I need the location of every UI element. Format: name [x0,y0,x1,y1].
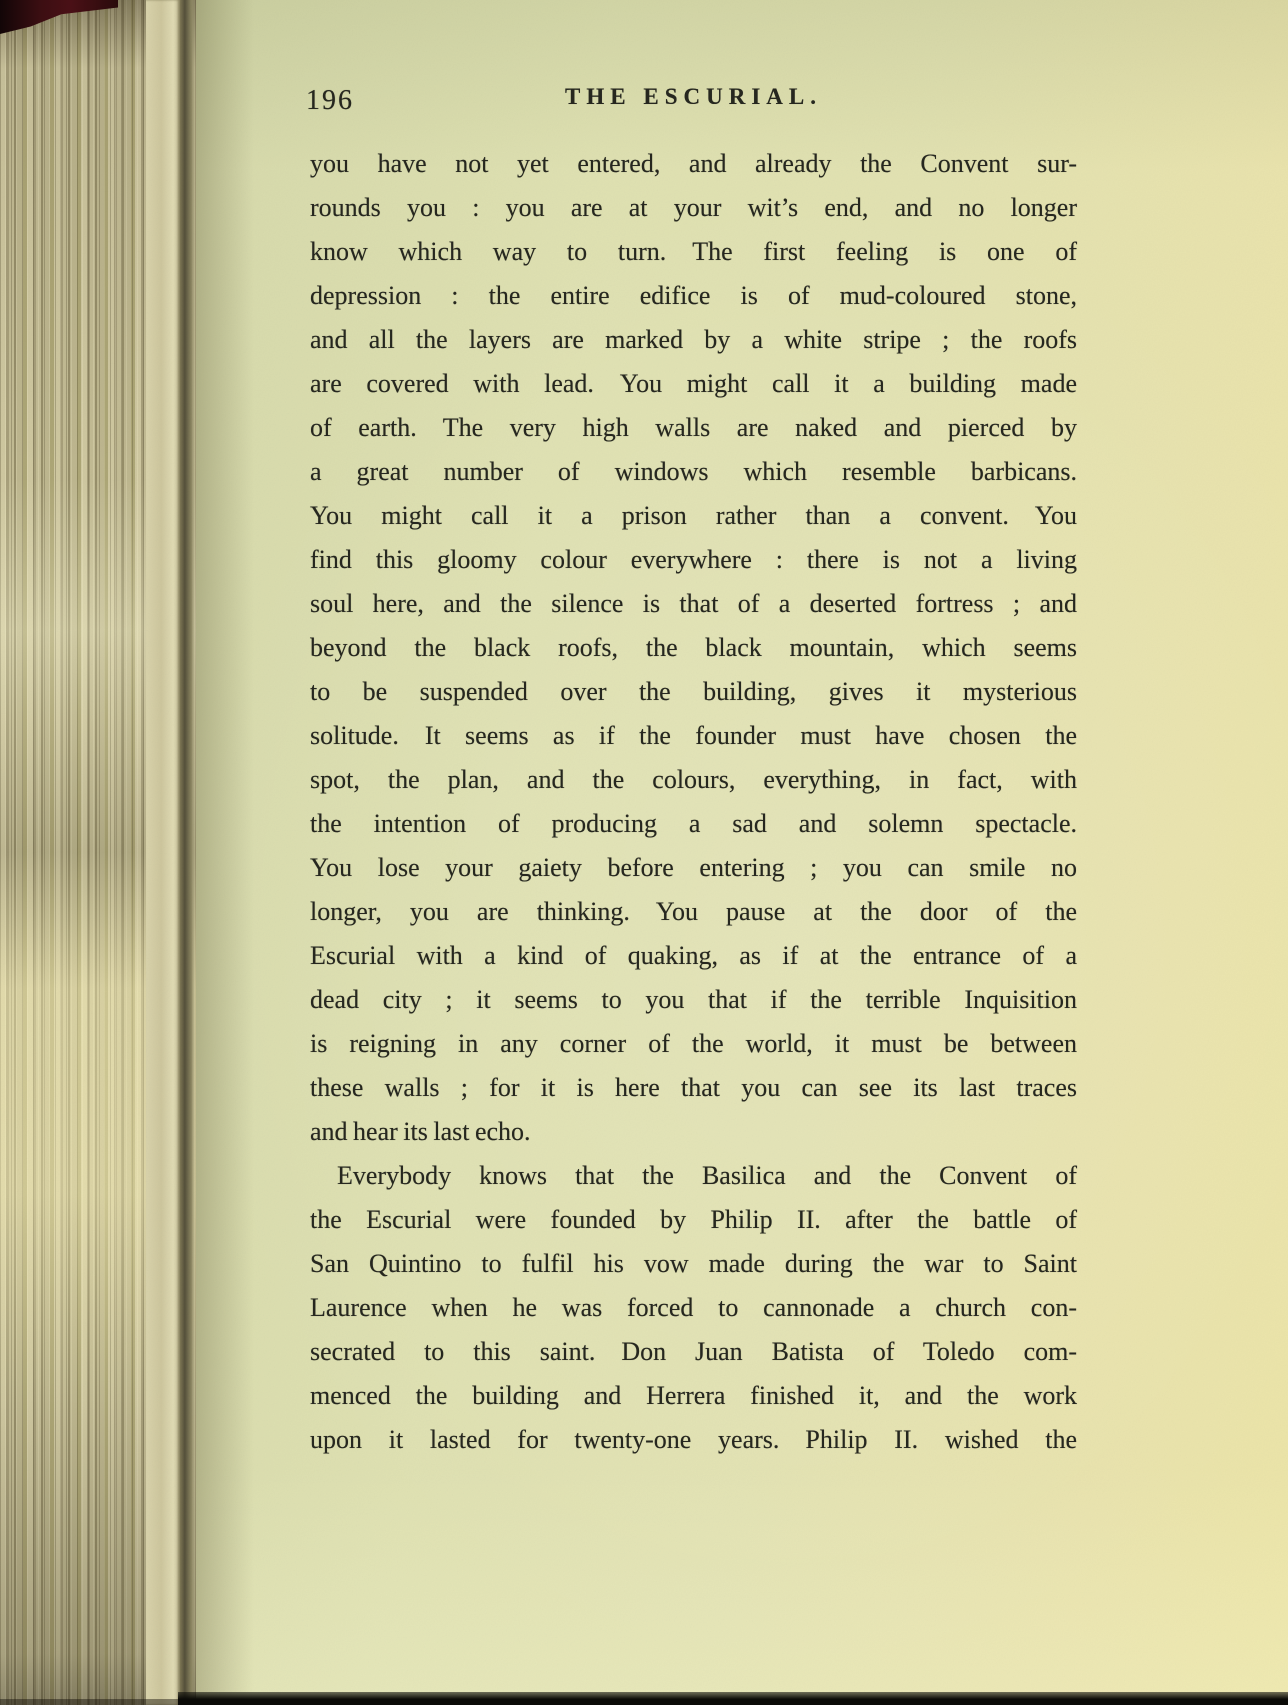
page-fold-shadow [196,0,254,1705]
running-header [306,84,1077,118]
text-line: the Escurial were founded by Philip II. after the battle of [310,1205,1077,1234]
body-text [310,142,1077,1462]
text-line: menced the building and Herrera finished it, and the work [310,1381,1077,1410]
text-line: Everybody knows that the Basilica and the Convent of [337,1161,1077,1190]
text-line: You lose your gaiety before entering ; you can smile no [310,853,1077,882]
text-line: of earth. The very high walls are naked and pierced by [310,413,1077,442]
text-line: find this gloomy colour everywhere : there is not a living [310,545,1077,574]
text-line: dead city ; it seems to you that if the terrible Inquisition [310,985,1077,1014]
top-sheet-edge [146,0,180,1705]
text-line: the intention of producing a sad and solemn spectacle. [310,809,1077,838]
text-line: are covered with lead. You might call it a building made [310,369,1077,398]
page-gutter-seam [180,0,196,1705]
text-line: spot, the plan, and the colours, everything, in fact, with [310,765,1077,794]
text-line: upon it lasted for twenty-one years. Philip II. wished the [310,1425,1077,1454]
text-line: San Quintino to fulfil his vow made during the war to Saint [310,1249,1077,1278]
text-line: you have not yet entered, and already the Convent sur- [310,149,1077,178]
text-line: soul here, and the silence is that of a deserted fortress ; and [310,589,1077,618]
text-line: a great number of windows which resemble barbicans. [310,457,1077,486]
text-line: Laurence when he was forced to cannonade a church con- [310,1293,1077,1322]
photo-bottom-edge [178,1692,1288,1705]
text-line: and hear its last echo. [310,1117,531,1146]
photo-bottom-edge-left [0,1699,178,1705]
page-number: 196 [306,85,354,116]
text-line: and all the layers are marked by a white stripe ; the roofs [310,325,1077,354]
text-line: know which way to turn. The first feeling is one of [310,237,1077,266]
book-fore-edge-texture [0,0,196,1705]
text-line: these walls ; for it is here that you can see its last traces [310,1073,1077,1102]
text-line: rounds you : you are at your wit’s end, and no longer [310,193,1077,222]
text-line: You might call it a prison rather than a convent. You [310,501,1077,530]
text-line: solitude. It seems as if the founder must have chosen the [310,721,1077,750]
running-header-title: THE ESCURIAL. [565,84,822,109]
text-line: Escurial with a kind of quaking, as if at the entrance of a [310,941,1077,970]
text-line: to be suspended over the building, gives it mysterious [310,677,1077,706]
text-line: depression : the entire edifice is of mud-coloured stone, [310,281,1077,310]
text-line: is reigning in any corner of the world, it must be between [310,1029,1077,1058]
text-line: secrated to this saint. Don Juan Batista of Toledo com- [310,1337,1077,1366]
text-line: beyond the black roofs, the black mountain, which seems [310,633,1077,662]
text-line: longer, you are thinking. You pause at the door of the [310,897,1077,926]
